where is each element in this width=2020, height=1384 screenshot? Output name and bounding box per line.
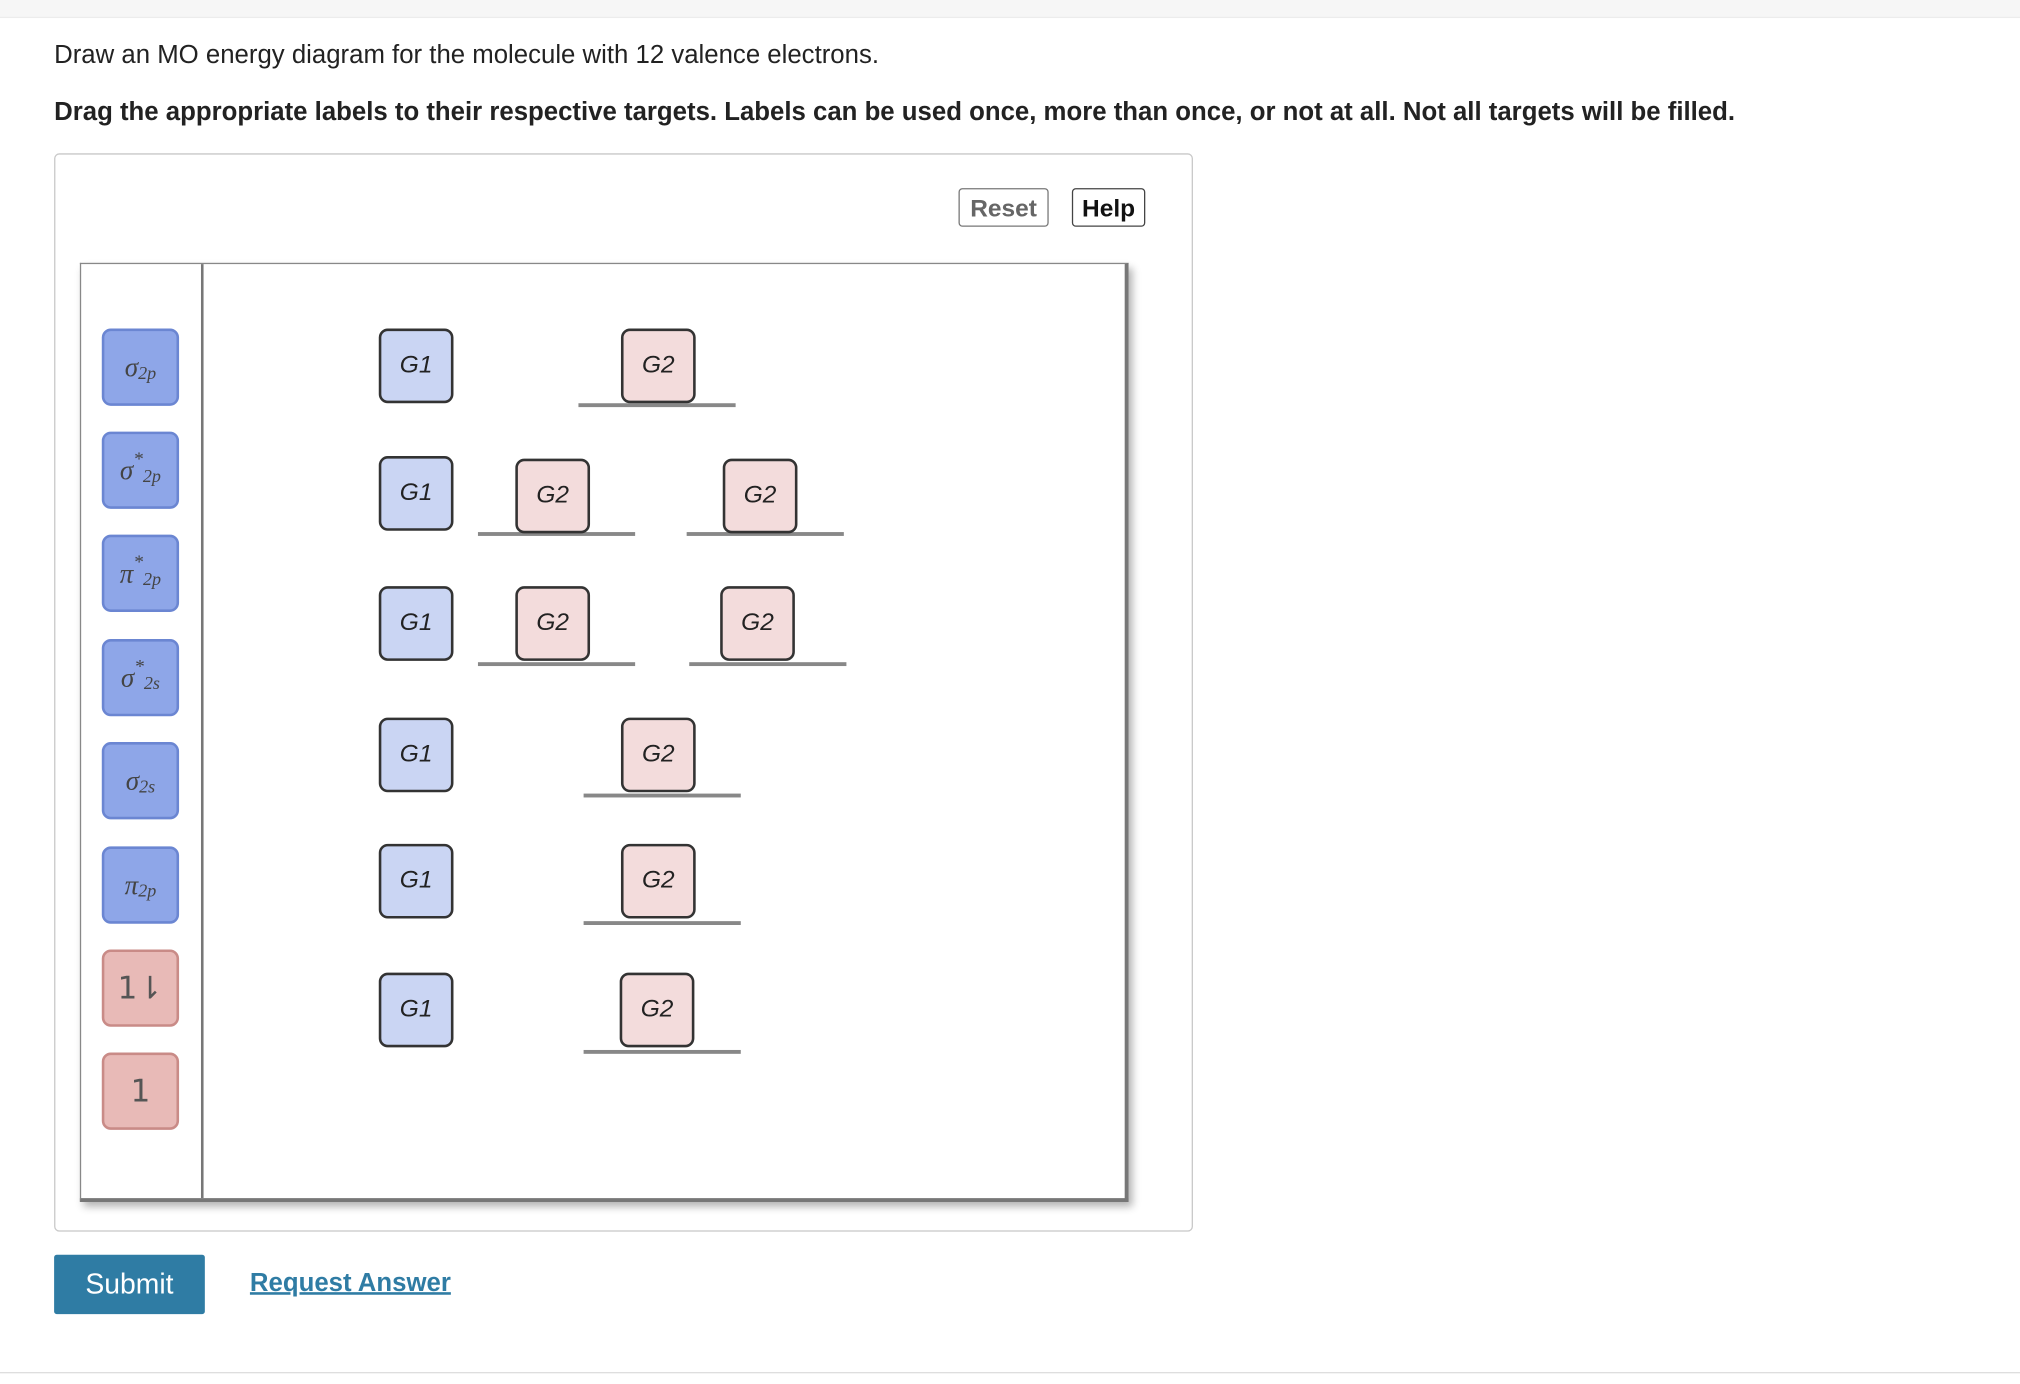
target-g2[interactable]: G2 — [515, 586, 590, 661]
target-g1[interactable]: G1 — [379, 844, 454, 919]
energy-level-line — [584, 1050, 741, 1054]
energy-level-line — [689, 662, 846, 666]
target-g2[interactable]: G2 — [621, 329, 696, 404]
label-subscript: 2p — [138, 364, 157, 384]
target-g2[interactable]: G2 — [620, 973, 695, 1048]
label-subscript: 2p — [138, 882, 157, 902]
target-g2[interactable]: G2 — [515, 459, 590, 534]
label-subscript: 2p — [142, 467, 161, 487]
label-sigma-2s[interactable] — [102, 742, 179, 819]
label-subscript: 2s — [139, 778, 156, 798]
question-prompt: Draw an MO energy diagram for the molecule with 12 valence electrons. — [54, 41, 880, 70]
label-sigma-star-2s[interactable] — [102, 639, 179, 716]
target-g2[interactable]: G2 — [621, 718, 696, 793]
reset-button[interactable]: Reset — [958, 188, 1048, 227]
submit-button[interactable]: Submit — [54, 1255, 205, 1314]
label-subscript: 2p — [143, 570, 162, 591]
target-g2[interactable]: G2 — [720, 586, 795, 661]
target-g1[interactable]: G1 — [379, 586, 454, 661]
label-star: * — [133, 552, 144, 573]
label-symbol: σ — [119, 454, 134, 486]
energy-level-line — [584, 921, 741, 925]
label-star: * — [133, 448, 143, 470]
label-pi-2p[interactable] — [102, 846, 179, 923]
help-button[interactable]: Help — [1072, 188, 1145, 227]
label-star: * — [134, 656, 144, 678]
target-g1[interactable]: G1 — [379, 718, 454, 793]
top-band — [0, 0, 2020, 18]
label-paired-electrons[interactable]: 1⇂ — [102, 949, 179, 1026]
label-single-electron[interactable]: 1 — [102, 1053, 179, 1130]
energy-level-line — [584, 794, 741, 798]
label-sigma-2p[interactable] — [102, 329, 179, 406]
label-symbol: σ — [124, 351, 139, 382]
diagram-canvas — [80, 263, 1129, 1202]
energy-level-line — [478, 662, 635, 666]
bottom-divider — [0, 1372, 2020, 1373]
label-symbol: π — [124, 868, 139, 900]
label-symbol: σ — [120, 661, 135, 693]
target-g2[interactable]: G2 — [621, 844, 696, 919]
label-tray — [81, 264, 203, 1198]
target-g2[interactable]: G2 — [723, 459, 798, 534]
energy-level-line — [578, 403, 735, 407]
label-symbol: π — [119, 557, 134, 589]
request-answer-link[interactable]: Request Answer — [249, 1268, 451, 1298]
label-pi-star-2p[interactable] — [102, 535, 179, 612]
label-symbol: σ — [125, 764, 140, 796]
label-sigma-star-2p[interactable] — [102, 432, 179, 509]
target-g1[interactable]: G1 — [379, 456, 454, 531]
target-g1[interactable]: G1 — [379, 329, 454, 404]
question-instructions: Drag the appropriate labels to their respective targets. Labels can be used once, more than once, or not at all. Not all targets will be filled. — [54, 97, 1736, 127]
target-g1[interactable]: G1 — [379, 973, 454, 1048]
label-subscript: 2s — [143, 675, 160, 695]
